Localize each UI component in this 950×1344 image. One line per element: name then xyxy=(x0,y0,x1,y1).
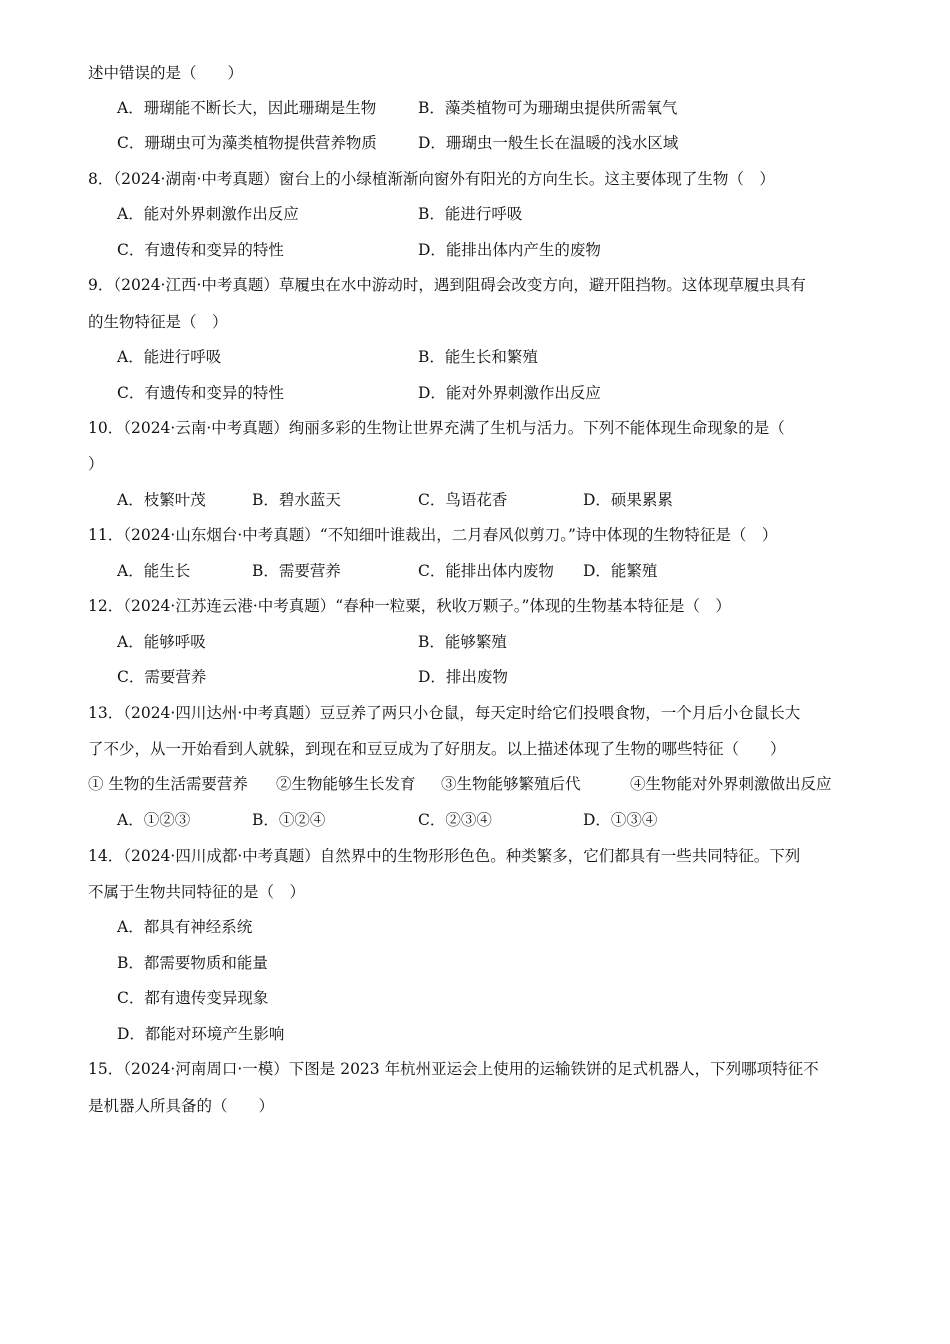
q14-option-c-line xyxy=(0,985,950,1011)
q10-option-d[interactable]: D．硕果累累 xyxy=(583,491,673,509)
q13-stem-line-1 xyxy=(0,700,950,726)
q12-options-row-1 xyxy=(0,629,950,655)
q13-options-row xyxy=(0,807,950,833)
q14-option-c[interactable]: C．都有遗传变异现象 xyxy=(117,989,269,1007)
q7-option-c[interactable]: C．珊瑚虫可为藻类植物提供营养物质 xyxy=(117,134,377,152)
q12-option-d[interactable]: D．排出废物 xyxy=(418,668,508,686)
q14-option-b[interactable]: B．都需要物质和能量 xyxy=(117,954,268,972)
q9-option-a[interactable]: A．能进行呼吸 xyxy=(117,348,222,366)
q14-option-d[interactable]: D．都能对环境产生影响 xyxy=(117,1025,285,1043)
q7-option-a[interactable]: A．珊瑚能不断长大，因此珊瑚是生物 xyxy=(117,99,377,117)
q10-option-a[interactable]: A．枝繁叶茂 xyxy=(117,491,206,509)
q8-option-b[interactable]: B．能进行呼吸 xyxy=(418,205,523,223)
q15-stem-part-2: 是机器人所具备的（ ） xyxy=(88,1097,275,1115)
q11-stem: 11．（2024·山东烟台·中考真题）“不知细叶谁裁出，二月春风似剪刀。”诗中体现的生物特征是（ ） xyxy=(88,526,778,544)
q11-option-d[interactable]: D．能繁殖 xyxy=(583,562,658,580)
q10-stem-part-1: 10．（2024·云南·中考真题）绚丽多彩的生物让世界充满了生机与活力。下列不能体现生命现象的是（ xyxy=(88,419,785,437)
q10-stem-line-1 xyxy=(0,415,950,441)
q14-stem-line-1 xyxy=(0,843,950,869)
q12-option-b[interactable]: B．能够繁殖 xyxy=(418,633,507,651)
q8-stem-line xyxy=(0,166,950,192)
q10-stem-line-2 xyxy=(0,451,950,477)
q9-stem-line-1 xyxy=(0,272,950,298)
q9-option-d[interactable]: D．能对外界刺激作出反应 xyxy=(418,384,601,402)
q8-options-row-1 xyxy=(0,201,950,227)
q13-option-d[interactable]: D．①③④ xyxy=(583,811,658,829)
q7-options-row-1 xyxy=(0,95,950,121)
q11-stem-line xyxy=(0,522,950,548)
q15-stem-line-1 xyxy=(0,1056,950,1082)
q9-options-row-2 xyxy=(0,380,950,406)
q12-stem-line xyxy=(0,593,950,619)
q8-option-a[interactable]: A．能对外界刺激作出反应 xyxy=(117,205,299,223)
q10-stem-part-2: ） xyxy=(88,455,104,473)
q8-option-c[interactable]: C．有遗传和变异的特性 xyxy=(117,241,284,259)
q15-stem-line-2 xyxy=(0,1093,950,1119)
q13-statement-4: ④生物能对外界刺激做出反应 xyxy=(630,775,832,793)
q11-options-row xyxy=(0,558,950,584)
q13-statement-3: ③生物能够繁殖后代 xyxy=(441,775,581,793)
q7-options-row-2 xyxy=(0,130,950,156)
q14-option-b-line xyxy=(0,950,950,976)
q9-options-row-1 xyxy=(0,344,950,370)
q8-options-row-2 xyxy=(0,237,950,263)
q13-option-a[interactable]: A．①②③ xyxy=(117,811,191,829)
q7-stem-text: 述中错误的是（ ） xyxy=(88,64,244,82)
q10-option-b[interactable]: B．碧水蓝天 xyxy=(252,491,341,509)
q13-option-b[interactable]: B．①②④ xyxy=(252,811,326,829)
q7-option-d[interactable]: D．珊瑚虫一般生长在温暖的浅水区域 xyxy=(418,134,679,152)
q14-stem-part-2: 不属于生物共同特征的是（ ） xyxy=(88,883,306,901)
q14-option-a[interactable]: A．都具有神经系统 xyxy=(117,918,253,936)
q13-statement-2: ②生物能够生长发育 xyxy=(276,775,416,793)
q13-statement-1: ① 生物的生活需要营养 xyxy=(88,775,248,793)
q14-stem-part-1: 14．（2024·四川成都·中考真题）自然界中的生物形形色色。种类繁多，它们都具有一些共同特征。下列 xyxy=(88,847,801,865)
q11-option-a[interactable]: A．能生长 xyxy=(117,562,191,580)
q11-option-b[interactable]: B．需要营养 xyxy=(252,562,341,580)
q10-option-c[interactable]: C．鸟语花香 xyxy=(418,491,508,509)
q14-option-a-line xyxy=(0,914,950,940)
q11-option-c[interactable]: C．能排出体内废物 xyxy=(418,562,554,580)
q9-stem-part-1: 9．（2024·江西·中考真题）草履虫在水中游动时，遇到阻碍会改变方向，避开阻挡物。这体现草履虫具有 xyxy=(88,276,806,294)
q7-option-b[interactable]: B．藻类植物可为珊瑚虫提供所需氧气 xyxy=(418,99,678,117)
q12-stem: 12．（2024·江苏连云港·中考真题）“春种一粒粟，秋收万颗子。”体现的生物基本特征是（ ） xyxy=(88,597,731,615)
q12-option-a[interactable]: A．能够呼吸 xyxy=(117,633,206,651)
q13-statements-row xyxy=(0,771,950,797)
q9-stem-line-2 xyxy=(0,309,950,335)
q14-stem-line-2 xyxy=(0,879,950,905)
q12-option-c[interactable]: C．需要营养 xyxy=(117,668,207,686)
q12-options-row-2 xyxy=(0,664,950,690)
q14-option-d-line xyxy=(0,1021,950,1047)
q15-stem-part-1: 15．（2024·河南周口·一模）下图是 2023 年杭州亚运会上使用的运输铁饼的足式机器人，下列哪项特征不 xyxy=(88,1060,819,1078)
q9-option-b[interactable]: B．能生长和繁殖 xyxy=(418,348,538,366)
q10-options-row xyxy=(0,487,950,513)
q7-stem-line xyxy=(0,60,950,86)
q9-option-c[interactable]: C．有遗传和变异的特性 xyxy=(117,384,284,402)
q9-stem-part-2: 的生物特征是（ ） xyxy=(88,313,228,331)
q13-option-c[interactable]: C．②③④ xyxy=(418,811,492,829)
q13-stem-part-1: 13．（2024·四川达州·中考真题）豆豆养了两只小仓鼠，每天定时给它们投喂食物，一个月后小仓鼠长大 xyxy=(88,704,801,722)
q13-stem-part-2: 了不少，从一开始看到人就躲，到现在和豆豆成为了好朋友。以上描述体现了生物的哪些特征（ ） xyxy=(88,740,786,758)
q8-stem: 8．（2024·湖南·中考真题）窗台上的小绿植渐渐向窗外有阳光的方向生长。这主要体现了生物（ ） xyxy=(88,170,775,188)
q13-stem-line-2 xyxy=(0,736,950,762)
q8-option-d[interactable]: D．能排出体内产生的废物 xyxy=(418,241,601,259)
